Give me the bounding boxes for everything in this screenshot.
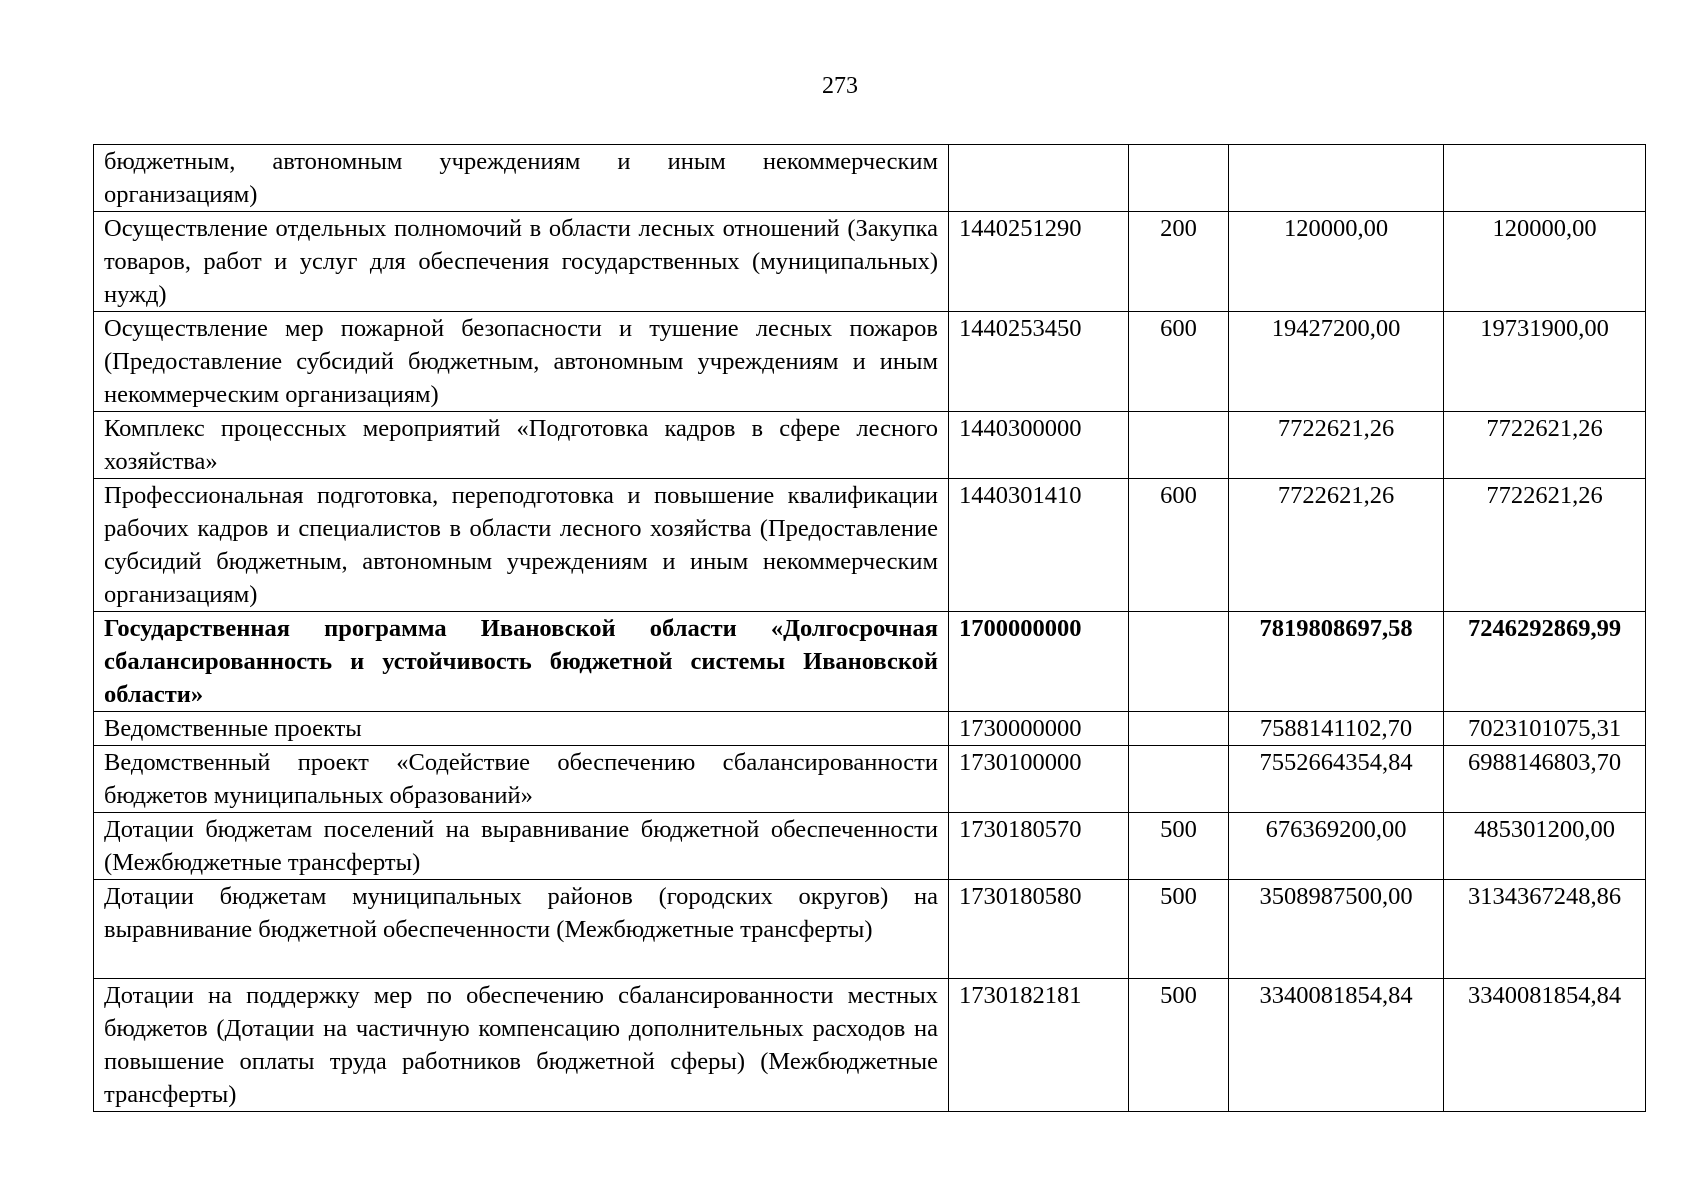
table-row bbox=[94, 813, 1646, 880]
row-amount-2: 3134367248,86 bbox=[1444, 880, 1646, 979]
row-amount-1: 120000,00 bbox=[1229, 212, 1444, 312]
row-name: Государственная программа Ивановской области «Долгосрочная сбалансированность и устойчивость бюджетной системы Ивановской области» bbox=[94, 612, 949, 712]
row-name: Ведомственные проекты bbox=[94, 712, 949, 746]
row-amount-1: 19427200,00 bbox=[1229, 312, 1444, 412]
table-row bbox=[94, 612, 1646, 712]
row-amount-1: 676369200,00 bbox=[1229, 813, 1444, 880]
row-expense-type: 500 bbox=[1129, 880, 1229, 979]
row-expense-type: 200 bbox=[1129, 212, 1229, 312]
row-amount-1: 7722621,26 bbox=[1229, 479, 1444, 612]
row-amount-2: 7722621,26 bbox=[1444, 412, 1646, 479]
row-amount-1: 7819808697,58 bbox=[1229, 612, 1444, 712]
budget-table-body bbox=[94, 145, 1646, 1112]
row-name: Ведомственный проект «Содействие обеспечению сбалансированности бюджетов муниципальных образований» bbox=[94, 746, 949, 813]
page-number: 273 bbox=[822, 73, 858, 99]
row-expense-type: 500 bbox=[1129, 979, 1229, 1112]
row-amount-2: 6988146803,70 bbox=[1444, 746, 1646, 813]
budget-table bbox=[93, 144, 1646, 1112]
row-code: 1440301410 bbox=[949, 479, 1129, 612]
row-code: 1730100000 bbox=[949, 746, 1129, 813]
row-code bbox=[949, 145, 1129, 212]
row-name: бюджетным, автономным учреждениям и иным некоммерческим организациям) bbox=[94, 145, 949, 212]
row-name: Дотации на поддержку мер по обеспечению сбалансированности местных бюджетов (Дотации на частичную компенсацию дополнительных расходов на повышение оплаты труда работников бюджетной сферы) (Межбюджетные трансферты) bbox=[94, 979, 949, 1112]
row-amount-1: 7722621,26 bbox=[1229, 412, 1444, 479]
row-amount-1: 7552664354,84 bbox=[1229, 746, 1444, 813]
row-expense-type bbox=[1129, 412, 1229, 479]
row-amount-1: 7588141102,70 bbox=[1229, 712, 1444, 746]
row-amount-2: 485301200,00 bbox=[1444, 813, 1646, 880]
table-row bbox=[94, 212, 1646, 312]
table-row bbox=[94, 712, 1646, 746]
row-amount-1: 3508987500,00 bbox=[1229, 880, 1444, 979]
row-amount-2: 7722621,26 bbox=[1444, 479, 1646, 612]
row-amount-1: 3340081854,84 bbox=[1229, 979, 1444, 1112]
row-expense-type: 500 bbox=[1129, 813, 1229, 880]
row-expense-type bbox=[1129, 746, 1229, 813]
row-code: 1440253450 bbox=[949, 312, 1129, 412]
row-name: Комплекс процессных мероприятий «Подготовка кадров в сфере лесного хозяйства» bbox=[94, 412, 949, 479]
row-code: 1730180580 bbox=[949, 880, 1129, 979]
row-amount-2: 7246292869,99 bbox=[1444, 612, 1646, 712]
row-code: 1700000000 bbox=[949, 612, 1129, 712]
row-expense-type bbox=[1129, 145, 1229, 212]
table-row bbox=[94, 412, 1646, 479]
row-name: Дотации бюджетам поселений на выравнивание бюджетной обеспеченности (Межбюджетные трансферты) bbox=[94, 813, 949, 880]
table-row bbox=[94, 880, 1646, 979]
row-code: 1440251290 bbox=[949, 212, 1129, 312]
row-code: 1730182181 bbox=[949, 979, 1129, 1112]
row-amount-2: 3340081854,84 bbox=[1444, 979, 1646, 1112]
row-expense-type bbox=[1129, 612, 1229, 712]
row-amount-1 bbox=[1229, 145, 1444, 212]
table-row bbox=[94, 479, 1646, 612]
row-amount-2: 7023101075,31 bbox=[1444, 712, 1646, 746]
row-code: 1440300000 bbox=[949, 412, 1129, 479]
row-expense-type bbox=[1129, 712, 1229, 746]
table-row bbox=[94, 746, 1646, 813]
table-row bbox=[94, 145, 1646, 212]
row-expense-type: 600 bbox=[1129, 479, 1229, 612]
table-row bbox=[94, 312, 1646, 412]
row-amount-2: 120000,00 bbox=[1444, 212, 1646, 312]
row-code: 1730000000 bbox=[949, 712, 1129, 746]
row-code: 1730180570 bbox=[949, 813, 1129, 880]
row-name: Осуществление мер пожарной безопасности и тушение лесных пожаров (Предоставление субсидий бюджетным, автономным учреждениям и иным некоммерческим организациям) bbox=[94, 312, 949, 412]
table-row bbox=[94, 979, 1646, 1112]
row-amount-2: 19731900,00 bbox=[1444, 312, 1646, 412]
row-name: Дотации бюджетам муниципальных районов (городских округов) на выравнивание бюджетной обеспеченности (Межбюджетные трансферты) bbox=[94, 880, 949, 979]
row-amount-2 bbox=[1444, 145, 1646, 212]
row-expense-type: 600 bbox=[1129, 312, 1229, 412]
row-name: Осуществление отдельных полномочий в области лесных отношений (Закупка товаров, работ и услуг для обеспечения государственных (муниципальных) нужд) bbox=[94, 212, 949, 312]
row-name: Профессиональная подготовка, переподготовка и повышение квалификации рабочих кадров и специалистов в области лесного хозяйства (Предоставление субсидий бюджетным, автономным учреждениям и иным некоммерческим организациям) bbox=[94, 479, 949, 612]
